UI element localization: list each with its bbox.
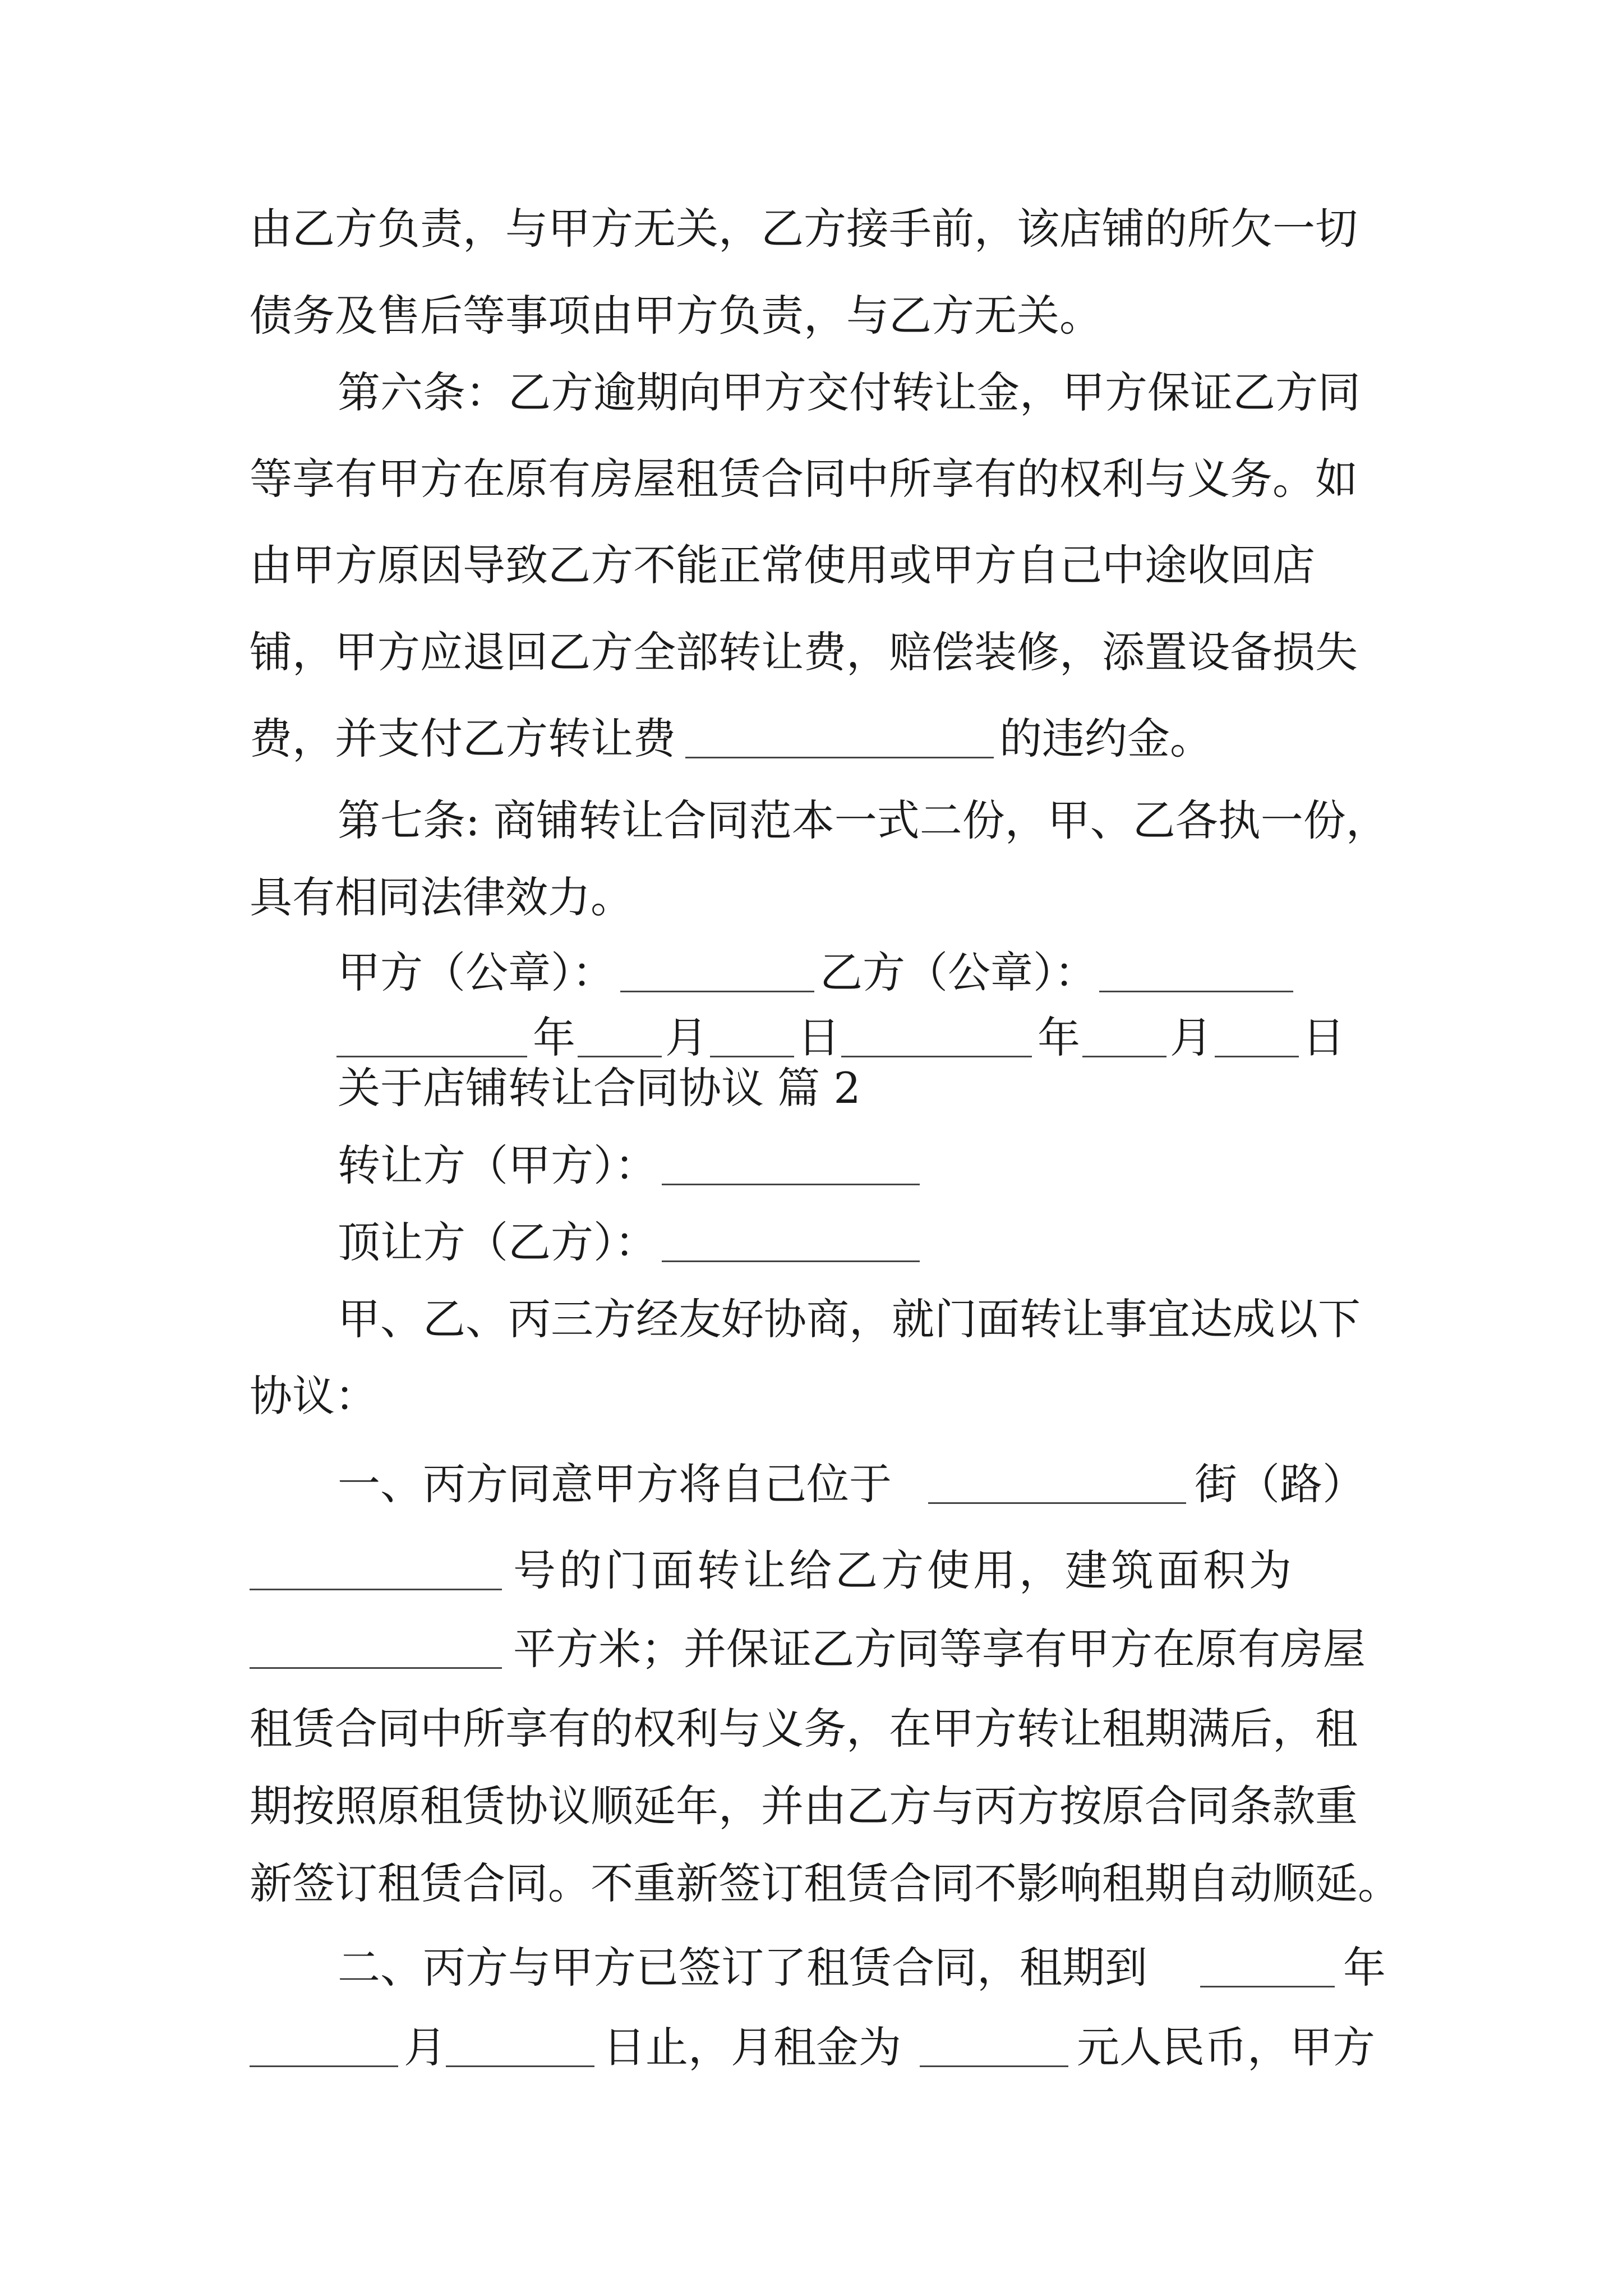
party-line: [0, 1209, 1623, 1276]
day-blank: [1215, 1019, 1299, 1057]
paragraph-line: [0, 705, 1623, 772]
area-blank: [250, 1630, 502, 1669]
year-blank: [336, 1019, 527, 1057]
day-blank: [710, 1019, 794, 1057]
article-6-heading: 第六条：乙方逾期向甲方交付转让金，甲方保证乙方同: [338, 367, 1361, 417]
text-line: 街（路）: [1195, 1459, 1365, 1509]
text-line: 平方米；并保证乙方同等享有甲方在原有房屋: [513, 1624, 1366, 1674]
transferee-label: 顶让方（乙方）：: [338, 1217, 657, 1267]
number-blank: [250, 1552, 502, 1590]
paragraph-line: [0, 1451, 1623, 1518]
paragraph-line: [0, 1616, 1623, 1683]
day-label: 日: [797, 1013, 840, 1062]
month-label: 月: [665, 1013, 708, 1062]
rent-blank: [920, 2028, 1068, 2067]
paragraph-line: [0, 195, 1623, 263]
text-line: 的违约金。: [999, 714, 1212, 763]
clause-1-text: 一、丙方同意甲方将自己位于: [338, 1459, 892, 1509]
paragraph-line: [0, 282, 1623, 349]
paragraph-line: [0, 532, 1623, 599]
day-label: 日: [1302, 1013, 1345, 1062]
paragraph-line: [0, 1773, 1623, 1840]
year-label: 年: [533, 1013, 575, 1062]
paragraph-line: [0, 619, 1623, 686]
justified-text: [250, 195, 1391, 263]
month-label: 月: [1170, 1013, 1212, 1062]
paragraph-line: [0, 864, 1623, 931]
paragraph-line: [0, 1695, 1623, 1763]
text-line: 新签订租赁合同。不重新签订租赁合同不影响租期自动顺延。: [250, 1858, 1400, 1908]
blank-field: [685, 720, 994, 758]
year-blank: [1200, 1949, 1335, 1987]
text-line: 租赁合同中所享有的权利与义务，在甲方转让租期满后，租: [250, 1704, 1358, 1754]
signature-line: [0, 939, 1623, 1006]
month-blank: [1082, 1019, 1166, 1057]
paragraph-line: [0, 445, 1623, 513]
party-b-seal-label: 乙方（公章）：: [820, 947, 1097, 997]
paragraph-line: [0, 359, 1623, 426]
paragraph-line: [0, 1286, 1623, 1353]
transferee-blank: [662, 1223, 920, 1262]
text-line: 由甲方原因导致乙方不能正常使用或甲方自己中途收回店: [250, 540, 1315, 590]
paragraph-line: [0, 1363, 1623, 1430]
text-line: 费，并支付乙方转让费: [250, 714, 676, 763]
section-heading: [0, 1055, 1623, 1122]
paragraph-line: [0, 1850, 1623, 1917]
text-line: 由乙方负责，与甲方无关，乙方接手前，该店铺的所欠一切: [250, 204, 1358, 254]
section-title: 关于店铺转让合同协议 篇 2: [338, 1063, 861, 1113]
text-line: 债务及售后等事项由甲方负责，与乙方无关。: [250, 291, 1102, 341]
text-line: 铺，甲方应退回乙方全部转让费，赔偿装修，添置设备损失: [250, 627, 1358, 677]
text-line: 期按照原租赁协议顺延年，并由乙方与丙方按原合同条款重: [250, 1781, 1358, 1831]
year-label: 年: [1038, 1013, 1080, 1062]
year-label: 年: [1343, 1943, 1386, 1993]
party-line: [0, 1132, 1623, 1199]
text-line: 甲、乙、丙三方经友好协商，就门面转让事宜达成以下: [338, 1294, 1361, 1344]
text-line: 日止，月租金为: [603, 2022, 901, 2072]
street-blank: [928, 1465, 1186, 1504]
transferor-blank: [662, 1147, 920, 1185]
text-line: 协议：: [250, 1371, 377, 1421]
party-a-seal-label: 甲方（公章）：: [338, 947, 615, 997]
text-line: 等享有甲方在原有房屋租赁合同中所享有的权利与义务。如: [250, 454, 1358, 504]
month-blank: [250, 2028, 398, 2067]
text-line: 具有相同法律效力。: [250, 872, 633, 922]
party-a-seal-blank: [620, 954, 814, 992]
month-blank: [578, 1019, 662, 1057]
paragraph-line: [0, 787, 1623, 854]
article-7-heading: 第七条: 商铺转让合同范本一式二份，甲、乙各执一份，: [338, 795, 1389, 845]
party-b-seal-blank: [1099, 954, 1293, 992]
paragraph-line: [0, 1537, 1623, 1604]
clause-2-text: 二、丙方与甲方已签订了租赁合同，租期到: [338, 1943, 1147, 1993]
text-line: 号的门面转让给乙方使用，建筑面积为: [513, 1545, 1295, 1595]
month-label: 月: [404, 2022, 446, 2072]
paragraph-line: [0, 2014, 1623, 2081]
year-blank: [841, 1019, 1032, 1057]
transferor-label: 转让方（甲方）：: [338, 1140, 657, 1190]
paragraph-line: [0, 1934, 1623, 2001]
day-blank: [446, 2028, 594, 2067]
text-line: 元人民币，甲方: [1077, 2022, 1375, 2072]
